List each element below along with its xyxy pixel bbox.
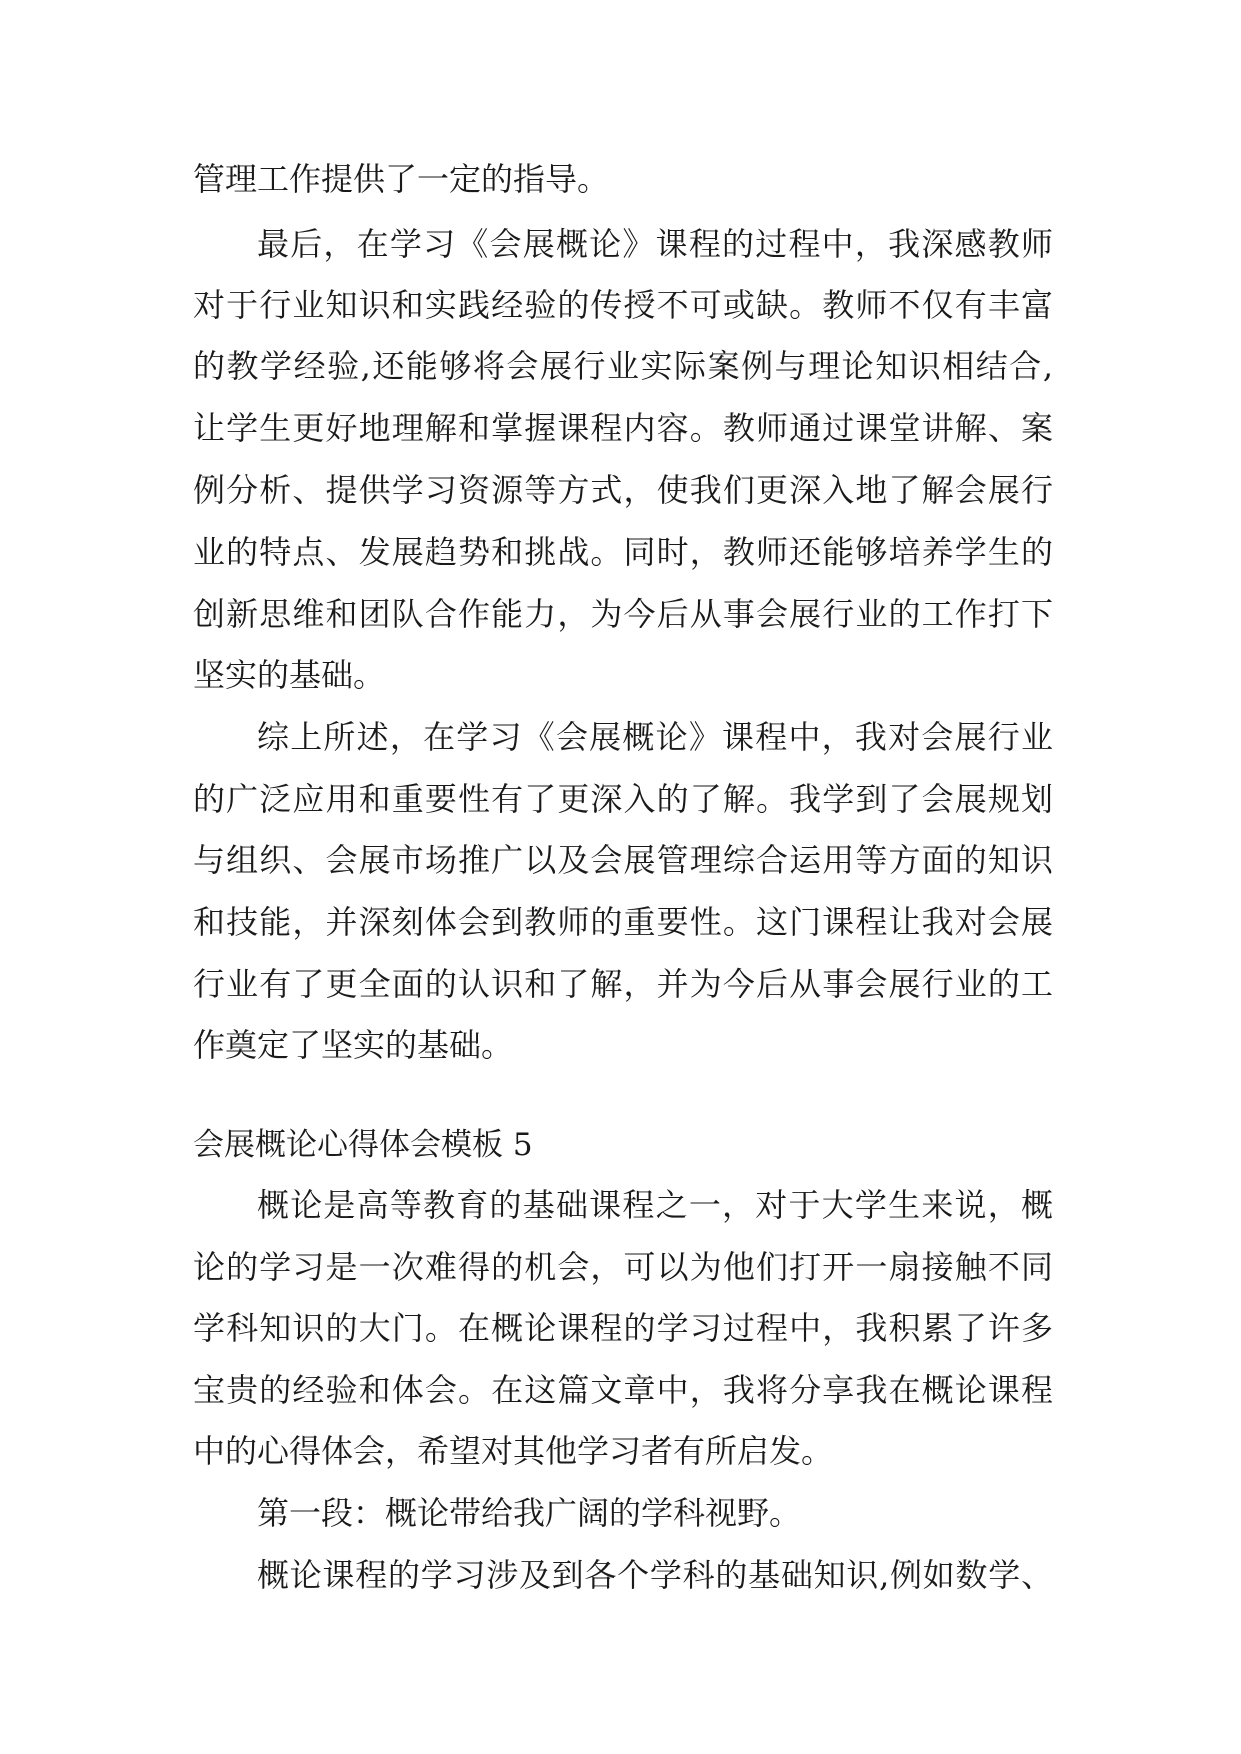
text-line: 业的特点、发展趋势和挑战。同时，教师还能够培养学生的 (193, 533, 1053, 571)
text-line: 和技能，并深刻体会到教师的重要性。这门课程让我对会展 (193, 903, 1053, 941)
text-line: 行业有了更全面的认识和了解，并为今后从事会展行业的工 (193, 965, 1053, 1003)
text-line: 管理工作提供了一定的指导。 (193, 160, 610, 198)
text-line: 的教学经验,还能够将会展行业实际案例与理论知识相结合, (193, 347, 1053, 385)
text-line: 概论课程的学习涉及到各个学科的基础知识,例如数学、 (257, 1556, 1053, 1594)
text-line: 最后，在学习《会展概论》课程的过程中，我深感教师 (257, 225, 1053, 263)
text-line: 与组织、会展市场推广以及会展管理综合运用等方面的知识 (193, 841, 1053, 879)
text-line: 创新思维和团队合作能力，为今后从事会展行业的工作打下 (193, 595, 1053, 633)
text-line: 概论是高等教育的基础课程之一，对于大学生来说，概 (257, 1186, 1053, 1224)
text-line: 对于行业知识和实践经验的传授不可或缺。教师不仅有丰富 (193, 286, 1053, 324)
text-line: 坚实的基础。 (193, 656, 386, 694)
text-line: 让学生更好地理解和掌握课程内容。教师通过课堂讲解、案 (193, 409, 1053, 447)
text-line: 例分析、提供学习资源等方式，使我们更深入地了解会展行 (193, 471, 1053, 509)
text-line: 论的学习是一次难得的机会，可以为他们打开一扇接触不同 (193, 1248, 1053, 1286)
section-heading: 会展概论心得体会模板 5 (193, 1127, 533, 1163)
text-line: 学科知识的大门。在概论课程的学习过程中，我积累了许多 (193, 1309, 1053, 1347)
text-line: 第一段：概论带给我广阔的学科视野。 (257, 1494, 802, 1532)
text-line: 中的心得体会，希望对其他学习者有所启发。 (193, 1432, 834, 1470)
text-line: 综上所述，在学习《会展概论》课程中，我对会展行业 (257, 718, 1053, 756)
text-line: 宝贵的经验和体会。在这篇文章中，我将分享我在概论课程 (193, 1371, 1053, 1409)
text-line: 的广泛应用和重要性有了更深入的了解。我学到了会展规划 (193, 780, 1053, 818)
text-line: 作奠定了坚实的基础。 (193, 1026, 514, 1064)
